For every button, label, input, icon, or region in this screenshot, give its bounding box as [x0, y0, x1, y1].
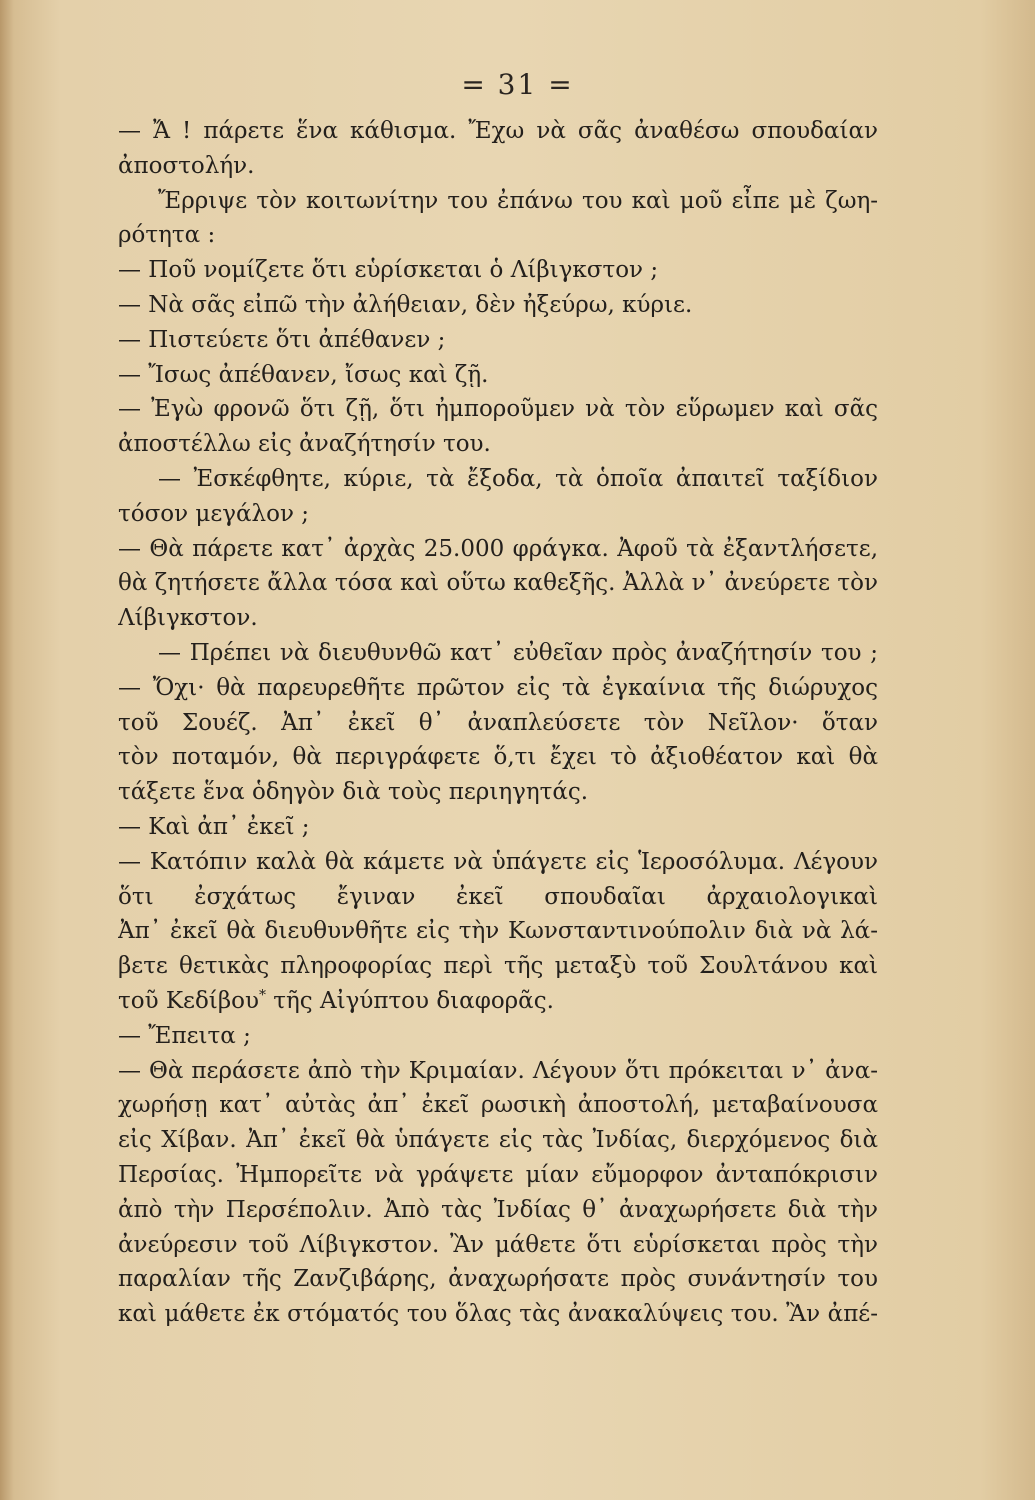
body-text — [118, 114, 878, 1332]
text-line: χωρήσῃ κατ᾿ αὐτὰς ἀπ᾿ ἐκεῖ ρωσικὴ ἀποστολή, μεταβαίνουσα — [118, 1092, 878, 1119]
text-line: ρότητα : — [118, 222, 216, 249]
text-line: Ἔρριψε τὸν κοιτωνίτην του ἐπάνω του καὶ μοῦ εἶπε μὲ ζωη- — [158, 187, 878, 214]
text-line: — Πιστεύετε ὅτι ἀπέθανεν ; — [118, 326, 446, 353]
text-line: ἀπὸ τὴν Περσέπολιν. Ἀπὸ τὰς Ἰνδίας θ᾿ ἀναχωρήσετε διὰ τὴν — [118, 1196, 878, 1223]
page-number: = 31 = — [461, 68, 574, 101]
text-line: ἀποστέλλω εἰς ἀναζήτησίν του. — [118, 431, 491, 458]
text-line: καὶ μάθετε ἐκ στόματός του ὅλας τὰς ἀνακαλύψεις του. Ἂν ἀπέ- — [118, 1301, 878, 1328]
text-line: — Ἐσκέφθητε, κύριε, τὰ ἔξοδα, τὰ ὁποῖα ἀπαιτεῖ ταξίδιον — [158, 465, 878, 492]
text-line: — Ποῦ νομίζετε ὅτι εὑρίσκεται ὁ Λίβιγκστον ; — [118, 257, 659, 284]
text-line: θὰ ζητήσετε ἄλλα τόσα καὶ οὕτω καθεξῆς. Ἀλλὰ ν᾿ ἀνεύρετε τὸν — [118, 570, 878, 597]
text-line: — Νὰ σᾶς εἰπῶ τὴν ἀλήθειαν, δὲν ἠξεύρω, κύριε. — [118, 291, 693, 318]
text-line: παραλίαν τῆς Ζανζιβάρης, ἀναχωρήσατε πρὸς συνάντησίν του — [118, 1266, 878, 1293]
text-line-with-footnote — [118, 984, 878, 1019]
text-line: — Ὄχι· θὰ παρευρεθῆτε πρῶτον εἰς τὰ ἐγκαίνια τῆς διώρυχος — [118, 674, 878, 701]
text-line: ἀποστολήν. — [118, 152, 255, 179]
text-line: — Ἄ ! πάρετε ἕνα κάθισμα. Ἔχω νὰ σᾶς ἀναθέσω σπουδαίαν — [118, 118, 878, 144]
text-line: Περσίας. Ἠμπορεῖτε νὰ γράψετε μίαν εὔμορφον ἀνταπόκρισιν — [118, 1161, 878, 1188]
text-line: τὸν ποταμόν, θὰ περιγράφετε ὅ,τι ἔχει τὸ ἀξιοθέατον καὶ θὰ — [118, 744, 878, 771]
text-line: ὅτι ἐσχάτως ἔγιναν ἐκεῖ σπουδαῖαι ἀρχαιολογικαὶ — [118, 883, 878, 910]
text-segment: τῆς Αἰγύπτου διαφορᾶς. — [273, 987, 554, 1014]
text-line: — Καὶ ἀπ᾿ ἐκεῖ ; — [118, 813, 310, 840]
text-line: τοῦ Σουέζ. Ἀπ᾿ ἐκεῖ θ᾿ ἀναπλεύσετε τὸν Νεῖλον· ὅταν — [118, 709, 878, 736]
text-line: — Θὰ περάσετε ἀπὸ τὴν Κριμαίαν. Λέγουν ὅτι πρόκειται ν᾿ ἀνα- — [118, 1057, 878, 1084]
text-line: — Ἔπειτα ; — [118, 1022, 251, 1049]
text-line: — Ἐγὼ φρονῶ ὅτι ζῇ, ὅτι ἠμποροῦμεν νὰ τὸν εὕρωμεν καὶ σᾶς — [118, 396, 878, 423]
footnote-mark: * — [258, 987, 266, 1004]
text-line: Λίβιγκστον. — [118, 605, 258, 632]
text-line: τάξετε ἕνα ὁδηγὸν διὰ τοὺς περιηγητάς. — [118, 779, 589, 806]
text-line: τόσον μεγάλον ; — [118, 500, 310, 527]
text-line: εἰς Χίβαν. Ἀπ᾿ ἐκεῖ θὰ ὑπάγετε εἰς τὰς Ἰνδίας, διερχόμενος διὰ — [118, 1127, 878, 1154]
text-segment: τοῦ Κεδίβου — [118, 987, 259, 1014]
text-line: — Ἴσως ἀπέθανεν, ἴσως καὶ ζῇ. — [118, 361, 489, 388]
text-line: — Θὰ πάρετε κατ᾿ ἀρχὰς 25.000 φράγκα. Ἀφοῦ τὰ ἐξαντλήσετε, — [118, 535, 878, 562]
text-line: ἀνεύρεσιν τοῦ Λίβιγκστον. Ἂν μάθετε ὅτι εὑρίσκεται πρὸς τὴν — [118, 1231, 878, 1258]
text-line: — Κατόπιν καλὰ θὰ κάμετε νὰ ὑπάγετε εἰς Ἱεροσόλυμα. Λέγουν — [118, 848, 878, 875]
text-line: Ἀπ᾿ ἐκεῖ θὰ διευθυνθῆτε εἰς τὴν Κωνσταντινούπολιν διὰ νὰ λά- — [118, 918, 878, 945]
text-line: βετε θετικὰς πληροφορίας περὶ τῆς μεταξὺ τοῦ Σουλτάνου καὶ — [118, 953, 878, 980]
text-line: — Πρέπει νὰ διευθυνθῶ κατ᾿ εὐθεῖαν πρὸς ἀναζήτησίν του ; — [158, 639, 878, 666]
